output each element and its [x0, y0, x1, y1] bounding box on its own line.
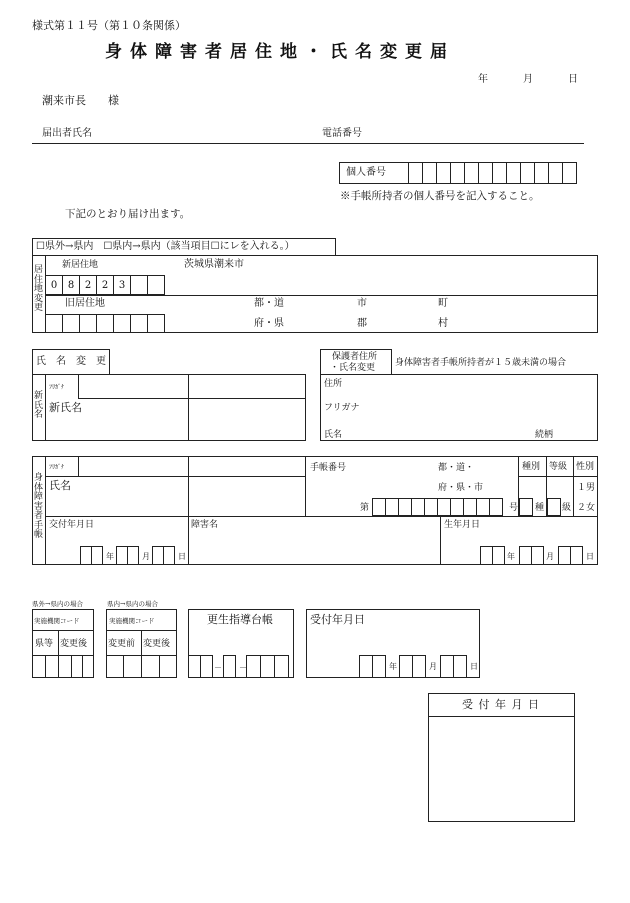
addressee: 潮来市長 様 [42, 94, 119, 107]
residence-side-label: 居住地変更 [33, 265, 43, 313]
sex-label: 性別 [576, 462, 595, 472]
personal-number-note: ※手帳所持者の個人番号を記入すること。 [340, 190, 540, 202]
code-label-out: 実施機関コード [34, 617, 80, 625]
personal-number-field[interactable] [408, 162, 577, 184]
after-label-in: 変更後 [143, 639, 171, 649]
shi-label: 市 [357, 298, 367, 309]
case-out-to-in: 県外→県内の場合 [32, 600, 83, 608]
received-day-unit: 日 [470, 662, 478, 671]
new-residence-city: 茨城県潮来市 [184, 259, 244, 270]
kyu-label: 級 [562, 503, 572, 513]
form-number: 様式第１１号（第１０条関係） [32, 19, 186, 32]
received-year-unit: 年 [389, 662, 397, 671]
received-day-field[interactable] [440, 655, 467, 678]
ledger-dash-1: － [214, 663, 222, 672]
techo-name-label: 氏名 [49, 479, 71, 492]
issue-day-field[interactable] [152, 546, 175, 565]
after-label-out: 変更後 [60, 639, 88, 649]
guardian-table[interactable] [320, 374, 598, 441]
date-month-label: 月 [523, 74, 533, 85]
guardian-label-1: 保護者住所 [332, 352, 378, 362]
techo-pref-2: 府・県・市 [438, 483, 484, 493]
applicant-name-label: 届出者氏名 [42, 128, 92, 139]
birth-day-unit: 日 [586, 552, 594, 561]
new-name-label: 新氏名 [49, 401, 82, 414]
received-year-field[interactable] [359, 655, 386, 678]
guardian-relation-label: 続柄 [535, 430, 554, 440]
case-in-to-in: 県内→県内の場合 [107, 600, 158, 608]
guardian-address-label: 住所 [324, 379, 343, 389]
machi-label: 町 [438, 298, 448, 309]
to-do-label: 都・道 [254, 298, 284, 309]
dai-label: 第 [360, 503, 370, 513]
received-month-unit: 月 [429, 662, 437, 671]
ledger-label: 更生指導台帳 [207, 613, 273, 626]
issue-day-unit: 日 [178, 552, 186, 561]
pref-etc-label: 県等 [35, 639, 54, 649]
name-change-title: 氏 名 変 更 [36, 356, 106, 367]
old-postal-code-field[interactable] [45, 314, 165, 333]
grade-label: 等級 [549, 462, 568, 472]
new-name-side-label: 新氏名 [33, 391, 43, 420]
date-year-label: 年 [478, 74, 488, 85]
issue-year-unit: 年 [106, 552, 114, 561]
birth-month-unit: 月 [546, 552, 554, 561]
techo-pref-1: 都・道・ [438, 463, 475, 473]
issue-month-field[interactable] [116, 546, 139, 565]
fu-ken-label: 府・県 [254, 318, 284, 329]
furigana-label: ﾌﾘｶﾞﾅ [49, 384, 65, 391]
issue-month-unit: 月 [142, 552, 150, 561]
mura-label: 村 [438, 318, 448, 329]
page-title: 身体障害者居住地・氏名変更届 [105, 42, 455, 62]
intro-text: 下記のとおり届け出ます。 [65, 208, 191, 220]
class-field[interactable] [519, 498, 533, 516]
birth-month-field[interactable] [519, 546, 544, 565]
techo-number-field[interactable] [372, 498, 503, 516]
personal-number-label: 個人番号 [346, 167, 386, 178]
before-label: 変更前 [108, 639, 136, 649]
birth-year-unit: 年 [507, 552, 515, 561]
applicant-underline [32, 143, 584, 144]
guardian-furigana-label: フリガナ [324, 403, 360, 413]
received-month-field[interactable] [399, 655, 426, 678]
code-label-in: 実施機関コード [109, 617, 155, 625]
old-residence-label: 旧居住地 [65, 298, 105, 309]
guardian-name-label: 氏名 [324, 430, 343, 440]
techo-furigana-label: ﾌﾘｶﾞﾅ [49, 464, 65, 471]
new-residence-label: 新居住地 [62, 260, 99, 270]
issue-date-label: 交付年月日 [49, 520, 95, 530]
grade-field[interactable] [547, 498, 561, 516]
shu-label: 種 [535, 503, 545, 513]
sex-female: ２女 [577, 503, 596, 513]
birth-year-field[interactable] [480, 546, 505, 565]
guardian-label-2: ・氏名変更 [330, 363, 376, 373]
techo-number-label: 手帳番号 [310, 463, 347, 473]
birth-day-field[interactable] [558, 546, 583, 565]
ledger-dash-2: － [239, 663, 247, 672]
go-label: 号 [509, 503, 519, 513]
residence-check-options: ☐県外→県内 ☐県内→県内（該当項目☐にレを入れる。） [36, 241, 295, 252]
received-date-label: 受付年月日 [310, 613, 365, 626]
sex-male: １男 [577, 483, 596, 493]
birth-date-label: 生年月日 [444, 520, 481, 530]
date-day-label: 日 [568, 74, 578, 85]
phone-label: 電話番号 [322, 128, 362, 139]
disability-name-label: 障害名 [191, 520, 219, 530]
postal-code-field[interactable]: 0 8 2 2 3 [45, 275, 165, 295]
reception-stamp-box[interactable] [428, 693, 575, 822]
reception-stamp-title: 受 付 年 月 日 [462, 698, 540, 711]
techo-side-label: 身体障害者手帳 [33, 473, 43, 540]
class-label: 種別 [522, 462, 541, 472]
issue-year-field[interactable] [80, 546, 103, 565]
guardian-note: 身体障害者手帳所持者が１５歳未満の場合 [395, 358, 567, 368]
gun-label: 郡 [357, 318, 367, 329]
